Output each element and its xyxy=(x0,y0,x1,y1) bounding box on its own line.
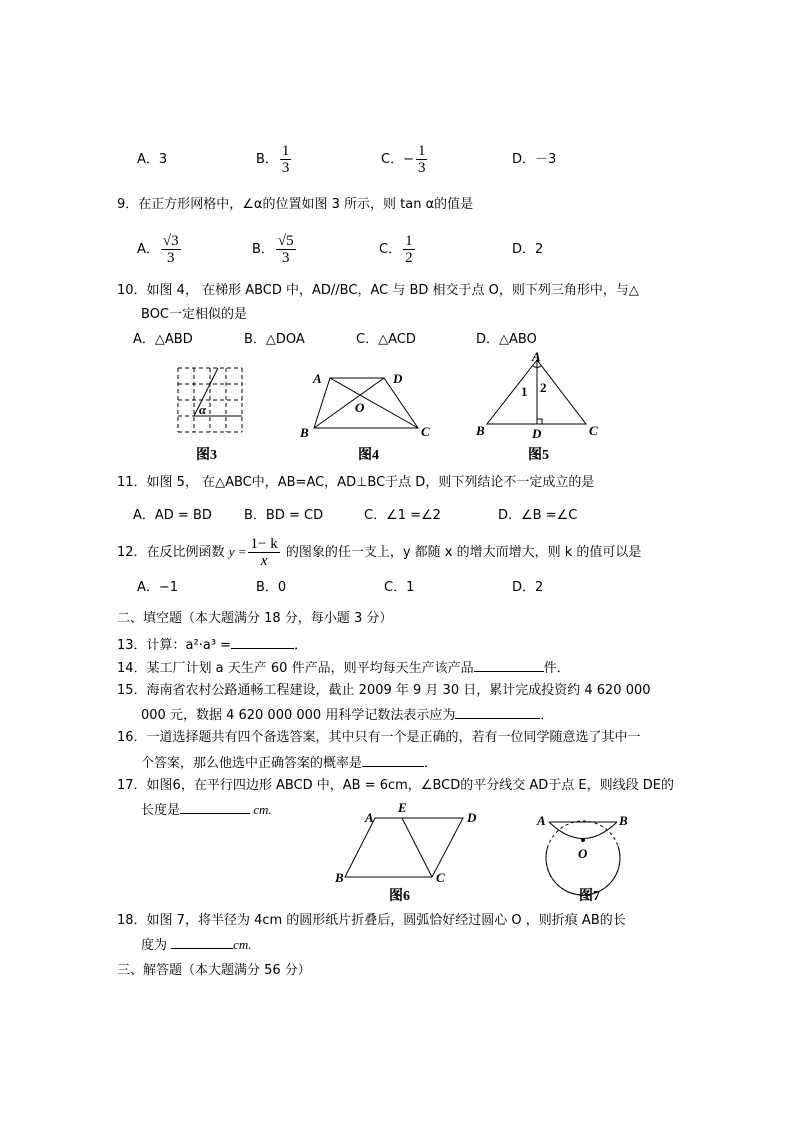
option-label: B． xyxy=(252,242,274,257)
answer-blank[interactable] xyxy=(231,636,294,649)
q12-suffix: 的图象的任一支上，y 都随 x 的增大而增大，则 k 的值可以是 xyxy=(281,545,642,560)
q15-text: 000 元，数据 4 620 000 000 用科学记数法表示应为 xyxy=(141,708,456,723)
fig5-angle-1: 1 xyxy=(521,384,528,399)
fig3-caption: 图3 xyxy=(196,448,217,463)
fig5-label-a: A xyxy=(532,349,541,364)
option-label: D． xyxy=(512,242,536,257)
section-2-heading: 二、填空题（本大题满分 18 分，每小题 3 分） xyxy=(117,611,393,626)
fig4-label-d: D xyxy=(393,371,403,386)
fig5-caption: 图5 xyxy=(528,448,549,463)
fig4-label-a: A xyxy=(313,371,322,386)
q16-line2 xyxy=(141,754,437,772)
fig6-label-b: B xyxy=(335,870,344,885)
option-label: C． xyxy=(379,242,402,257)
denominator: 3 xyxy=(282,250,290,266)
q17-text: 长度是 xyxy=(141,803,181,818)
q16-line1: 16．一道选择题共有四个备选答案，其中只有一个是正确的，若有一位同学随意选了其中一 xyxy=(117,730,641,745)
fig6-label-a: A xyxy=(365,810,374,825)
minus-sign: − xyxy=(403,152,414,167)
option-value: 2 xyxy=(535,242,544,257)
q12-option-a: A．−1 xyxy=(137,580,179,595)
q18-end: cm. xyxy=(233,937,252,952)
q15-end: ． xyxy=(540,708,554,723)
fig6-label-c: C xyxy=(436,870,445,885)
denominator: 3 xyxy=(281,160,290,176)
q18-line2 xyxy=(141,936,252,954)
fig5-label-c: C xyxy=(589,423,598,438)
figure-5-triangle xyxy=(487,360,586,424)
fig4-label-o: O xyxy=(355,400,365,415)
q11-text: 11．如图 5， 在△ABC中，AB=AC，AD⊥BC于点 D，则下列结论不一定成立的是 xyxy=(117,475,595,490)
q12-option-d: D．2 xyxy=(512,580,544,595)
numerator: √5 xyxy=(277,233,294,249)
q12-prefix: 12．在反比例函数 xyxy=(117,545,229,560)
answer-blank[interactable] xyxy=(362,754,424,767)
numerator: 1 xyxy=(405,233,413,249)
q18-text: 度为 xyxy=(141,938,172,953)
figure-4-trapezoid xyxy=(314,378,418,428)
q14-text: 14．某工厂计划 a 天生产 60 件产品，则平均每天生产该产品 xyxy=(117,661,474,676)
figure-6-parallelogram xyxy=(345,818,463,877)
answer-blank[interactable] xyxy=(455,706,540,719)
fig6-caption: 图6 xyxy=(389,889,410,904)
q13-text: 13．计算：a²·a³ = xyxy=(117,638,232,653)
numerator: 1 xyxy=(417,143,426,159)
fig4-caption: 图4 xyxy=(358,448,379,463)
fig5-label-d: D xyxy=(532,426,542,441)
q15-line1: 15．海南省农村公路通畅工程建设，截止 2009 年 9 月 30 日，累计完成投资约 4 620 000 xyxy=(117,683,651,698)
q10-text-line2: BOC一定相似的是 xyxy=(141,307,247,322)
fig6-label-d: D xyxy=(467,810,477,825)
fig5-label-b: B xyxy=(476,423,485,438)
denominator: x xyxy=(260,553,268,569)
q15-line2 xyxy=(141,706,553,724)
q11-option-a: A．AD = BD xyxy=(133,508,212,523)
figure-3-grid xyxy=(178,368,242,432)
option-label: A． xyxy=(137,152,159,167)
fig6-label-e: E xyxy=(398,800,407,815)
q16-end: ． xyxy=(424,756,438,771)
answer-blank[interactable] xyxy=(171,936,233,949)
q11-option-d: D．∠B =∠C xyxy=(498,508,578,523)
q12-option-c: C．1 xyxy=(384,580,415,595)
q18-line1: 18．如图 7，将半径为 4cm 的圆形纸片折叠后，圆弧恰好经过圆心 O ，则折痕 AB的长 xyxy=(117,913,626,928)
section-3-heading: 三、解答题（本大题满分 56 分） xyxy=(117,963,311,978)
q10-option-a: A．△ABD xyxy=(133,332,193,347)
q10-option-c: C．△ACD xyxy=(356,332,416,347)
fig7-label-o: O xyxy=(578,846,588,861)
fig7-caption: 图7 xyxy=(579,889,600,904)
q17-line1: 17．如图6，在平行四边形 ABCD 中，AB = 6cm，∠BCD的平分线交 AD于点 E，则线段 DE的 xyxy=(117,778,674,793)
q16-text: 个答案，那么他选中正确答案的概率是 xyxy=(141,756,363,771)
q14-end: 件． xyxy=(543,661,570,676)
fig3-alpha-label: α xyxy=(199,402,207,417)
option-value: 3 xyxy=(158,152,168,167)
fig7-label-a: A xyxy=(537,813,546,828)
denominator: 2 xyxy=(405,250,413,266)
fig5-angle-2: 2 xyxy=(540,380,547,395)
option-label: B． xyxy=(256,152,278,167)
denominator: 3 xyxy=(167,250,175,266)
q13-end: ． xyxy=(294,638,308,653)
q10-option-d: D．△ABO xyxy=(476,332,537,347)
q14 xyxy=(117,659,570,677)
fraction xyxy=(248,536,279,569)
q17-end: cm. xyxy=(250,802,272,817)
fig7-label-b: B xyxy=(619,813,628,828)
fig4-label-c: C xyxy=(421,424,430,439)
numerator: 1 xyxy=(281,143,290,159)
answer-blank[interactable] xyxy=(474,659,544,672)
option-label: C． xyxy=(381,152,404,167)
q11-option-b: B．BD = CD xyxy=(244,508,324,523)
numerator: √3 xyxy=(162,233,179,249)
q12-option-b: B．0 xyxy=(256,580,287,595)
denominator: 3 xyxy=(417,160,426,176)
q11-option-c: C．∠1 =∠2 xyxy=(364,508,441,523)
option-label: D． xyxy=(512,152,536,167)
option-label: A． xyxy=(137,242,159,257)
q10-text-line1: 10．如图 4， 在梯形 ABCD 中，AD//BC，AC 与 BD 相交于点 O，则下列三角形中，与△ xyxy=(117,283,639,298)
q13 xyxy=(117,636,307,654)
q9-text: 9．在正方形网格中，∠α的位置如图 3 所示，则 tan α的值是 xyxy=(117,197,474,212)
q12-lhs: y = xyxy=(228,544,247,559)
q12-text xyxy=(117,536,641,569)
q10-option-b: B．△DOA xyxy=(244,332,305,347)
q17-line2 xyxy=(141,801,272,819)
answer-blank[interactable] xyxy=(180,801,250,814)
fig4-label-b: B xyxy=(300,425,309,440)
numerator: 1− k xyxy=(250,536,278,552)
option-value: －3 xyxy=(535,152,557,167)
